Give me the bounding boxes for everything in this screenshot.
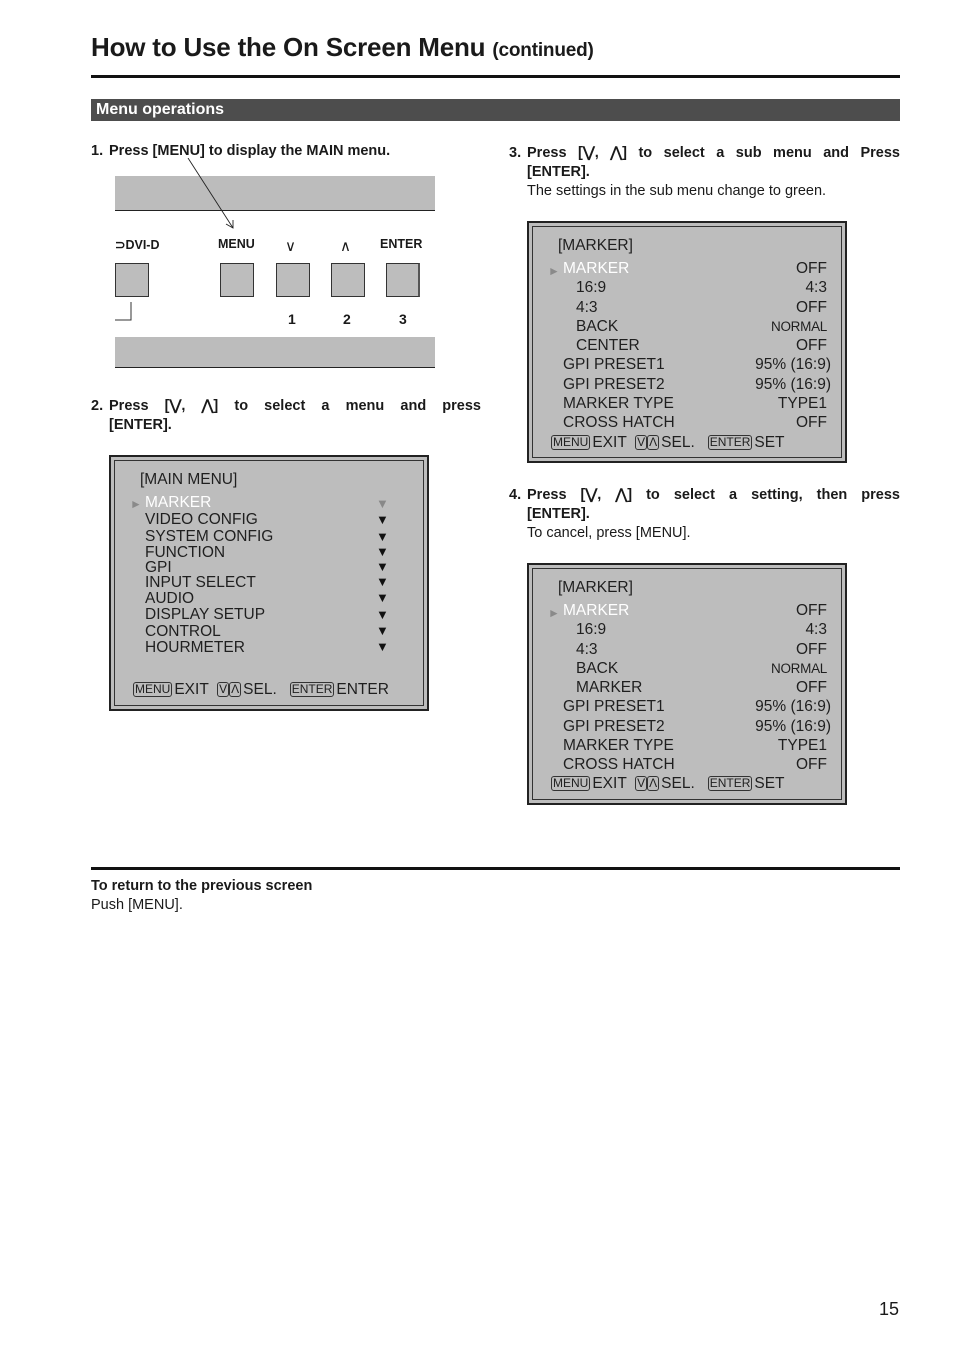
- select-label: SEL.: [661, 775, 695, 792]
- button-number-2: 2: [343, 311, 351, 327]
- row-center-label[interactable]: CENTER: [576, 337, 640, 354]
- row-4-3-value: OFF: [796, 641, 827, 658]
- submenu-arrow-icon: ▼: [376, 559, 389, 574]
- step-3: [509, 144, 900, 201]
- pointer-arrow-icon: [185, 158, 245, 232]
- row-back-label[interactable]: BACK: [576, 660, 619, 677]
- row-gpi-preset2-value: 95% (16:9): [755, 376, 831, 393]
- submenu-arrow-icon: ▼: [376, 544, 389, 559]
- return-note: [91, 877, 591, 915]
- menu-item-control[interactable]: CONTROL: [145, 623, 221, 640]
- row-marker-type-label[interactable]: MARKER TYPE: [563, 395, 674, 412]
- step-number: 4.: [509, 487, 522, 503]
- menu-label: MENU: [218, 237, 255, 251]
- enter-key-icon: ENTER: [709, 435, 751, 449]
- row-marker-label[interactable]: MARKER: [563, 602, 630, 619]
- row-back-label[interactable]: BACK: [576, 318, 619, 335]
- down-key-icon: V: [637, 776, 646, 790]
- row-gpi-preset1-label[interactable]: GPI PRESET1: [563, 698, 665, 715]
- row-gpi-preset1-value: 95% (16:9): [755, 356, 831, 373]
- enter-key-icon: ENTER: [709, 776, 751, 790]
- row-marker-label[interactable]: MARKER: [563, 260, 630, 277]
- step-number: 1.: [91, 143, 104, 159]
- exit-label: EXIT: [174, 681, 209, 698]
- marker-menu-osd-2: [527, 563, 847, 805]
- step-number: 3.: [509, 145, 522, 161]
- panel-bottom-band: [115, 337, 435, 367]
- menu-item-function[interactable]: FUNCTION: [145, 544, 226, 561]
- button-number-3: 3: [399, 311, 407, 327]
- up-key-icon: Λ: [649, 435, 658, 449]
- page-title-text: How to Use the On Screen Menu: [91, 32, 486, 62]
- selection-pointer-icon: ►: [130, 497, 142, 511]
- exit-label: EXIT: [592, 775, 627, 792]
- panel-top-band: [115, 176, 435, 210]
- step-instruction: Press [⋁, ⋀] to select a setting, then press: [527, 487, 900, 503]
- submenu-arrow-icon: ▼: [376, 639, 389, 654]
- up-label: ∧: [340, 238, 351, 255]
- row-gpi-preset1-label[interactable]: GPI PRESET1: [563, 356, 665, 373]
- down-label: ∨: [285, 238, 296, 255]
- osd-footer: [551, 775, 785, 793]
- row-center-value: OFF: [796, 337, 827, 354]
- down-key-icon: V: [637, 435, 646, 449]
- row-cross-hatch-label[interactable]: CROSS HATCH: [563, 414, 675, 431]
- footer-divider: [91, 867, 900, 870]
- osd-footer: [133, 681, 389, 699]
- menu-item-gpi[interactable]: GPI: [145, 559, 172, 576]
- selection-pointer-icon: ►: [548, 264, 560, 278]
- submenu-arrow-icon: ▼: [376, 623, 389, 638]
- up-key-icon: Λ: [649, 776, 658, 790]
- section-heading: Menu operations: [91, 99, 900, 121]
- select-label: SEL.: [243, 681, 277, 698]
- step-1: [91, 142, 481, 161]
- step-instruction-cont: [ENTER].: [527, 506, 590, 522]
- enter-button[interactable]: [386, 263, 420, 297]
- exit-label: EXIT: [592, 434, 627, 451]
- osd-title: [MARKER]: [558, 579, 633, 596]
- select-label: SEL.: [661, 434, 695, 451]
- front-panel-diagram: [115, 176, 435, 368]
- row-gpi-preset1-value: 95% (16:9): [755, 698, 831, 715]
- osd-footer: [551, 434, 785, 452]
- step-2: [91, 397, 481, 435]
- menu-item-marker[interactable]: MARKER: [145, 494, 212, 511]
- down-button[interactable]: [276, 263, 310, 297]
- row-cross-hatch-label[interactable]: CROSS HATCH: [563, 756, 675, 773]
- row-16-9-value: 4:3: [805, 621, 827, 638]
- step-instruction: Press [MENU] to display the MAIN menu.: [109, 143, 391, 159]
- menu-item-system-config[interactable]: SYSTEM CONFIG: [145, 528, 274, 545]
- menu-item-video-config[interactable]: VIDEO CONFIG: [145, 511, 258, 528]
- dvi-d-button[interactable]: [115, 263, 149, 297]
- step-instruction: Press [⋁, ⋀] to select a menu and press: [109, 398, 481, 414]
- row-marker-value: OFF: [796, 260, 827, 277]
- selection-pointer-icon: ►: [548, 606, 560, 620]
- row-gpi-preset2-label[interactable]: GPI PRESET2: [563, 376, 665, 393]
- up-button[interactable]: [331, 263, 365, 297]
- menu-button[interactable]: [220, 263, 254, 297]
- page-title: [91, 32, 594, 63]
- step-description: The settings in the sub menu change to green.: [527, 183, 827, 199]
- osd-title: [MARKER]: [558, 237, 633, 254]
- menu-item-hourmeter[interactable]: HOURMETER: [145, 639, 245, 656]
- return-note-body: Push [MENU].: [91, 897, 183, 913]
- row-gpi-preset2-value: 95% (16:9): [755, 718, 831, 735]
- row-gpi-preset2-label[interactable]: GPI PRESET2: [563, 718, 665, 735]
- title-divider: [91, 75, 900, 78]
- main-menu-osd: [109, 455, 429, 711]
- row-center-marker-value: OFF: [796, 679, 827, 696]
- step-instruction-cont: [ENTER].: [109, 417, 172, 433]
- row-back-value: NORMAL: [771, 661, 827, 676]
- row-marker-type-value: TYPE1: [777, 395, 827, 412]
- menu-key-icon: MENU: [553, 776, 589, 790]
- row-16-9-label[interactable]: 16:9: [576, 279, 607, 296]
- bracket-line-icon: [115, 300, 135, 322]
- button-number-1: 1: [288, 311, 296, 327]
- down-key-icon: V: [219, 682, 228, 696]
- row-cross-hatch-value: OFF: [796, 414, 827, 431]
- submenu-arrow-icon: ▼: [376, 496, 389, 511]
- submenu-arrow-icon: ▼: [376, 574, 389, 589]
- marker-menu-osd-1: [527, 221, 847, 463]
- enter-key-icon: ENTER: [291, 682, 333, 696]
- page-title-suffix: (continued): [492, 40, 594, 61]
- return-note-heading: To return to the previous screen: [91, 878, 313, 894]
- step-instruction: Press [⋁, ⋀] to select a sub menu and Press: [527, 145, 900, 161]
- menu-item-audio[interactable]: AUDIO: [145, 590, 195, 607]
- row-marker-type-value: TYPE1: [777, 737, 827, 754]
- set-label: SET: [754, 775, 785, 792]
- menu-item-input-select[interactable]: INPUT SELECT: [145, 574, 256, 591]
- set-label: SET: [754, 434, 785, 451]
- step-description: To cancel, press [MENU].: [527, 525, 691, 541]
- panel-top-rule: [115, 210, 435, 211]
- step-number: 2.: [91, 398, 104, 414]
- submenu-arrow-icon: ▼: [376, 512, 389, 527]
- row-4-3-label[interactable]: 4:3: [576, 641, 598, 658]
- page-number: 15: [879, 1299, 900, 1319]
- step-4: [509, 486, 900, 543]
- row-center-marker-label[interactable]: MARKER: [576, 679, 643, 696]
- menu-key-icon: MENU: [553, 435, 589, 449]
- osd-title: [MAIN MENU]: [140, 471, 238, 488]
- submenu-arrow-icon: ▼: [376, 529, 389, 544]
- menu-item-display-setup[interactable]: DISPLAY SETUP: [145, 606, 266, 623]
- submenu-arrow-icon: ▼: [376, 590, 389, 605]
- row-back-value: NORMAL: [771, 319, 827, 334]
- up-key-icon: Λ: [231, 682, 240, 696]
- row-4-3-label[interactable]: 4:3: [576, 299, 598, 316]
- enter-label: ENTER: [380, 237, 423, 251]
- submenu-arrow-icon: ▼: [376, 607, 389, 622]
- menu-key-icon: MENU: [135, 682, 171, 696]
- panel-bottom-rule: [115, 367, 435, 368]
- dvi-d-label: ⊃DVI-D: [115, 238, 160, 252]
- row-marker-value: OFF: [796, 602, 827, 619]
- enter-action-label: ENTER: [336, 681, 389, 698]
- row-4-3-value: OFF: [796, 299, 827, 316]
- row-cross-hatch-value: OFF: [796, 756, 827, 773]
- row-16-9-label[interactable]: 16:9: [576, 621, 607, 638]
- row-16-9-value: 4:3: [805, 279, 827, 296]
- step-instruction-cont: [ENTER].: [527, 164, 590, 180]
- row-marker-type-label[interactable]: MARKER TYPE: [563, 737, 674, 754]
